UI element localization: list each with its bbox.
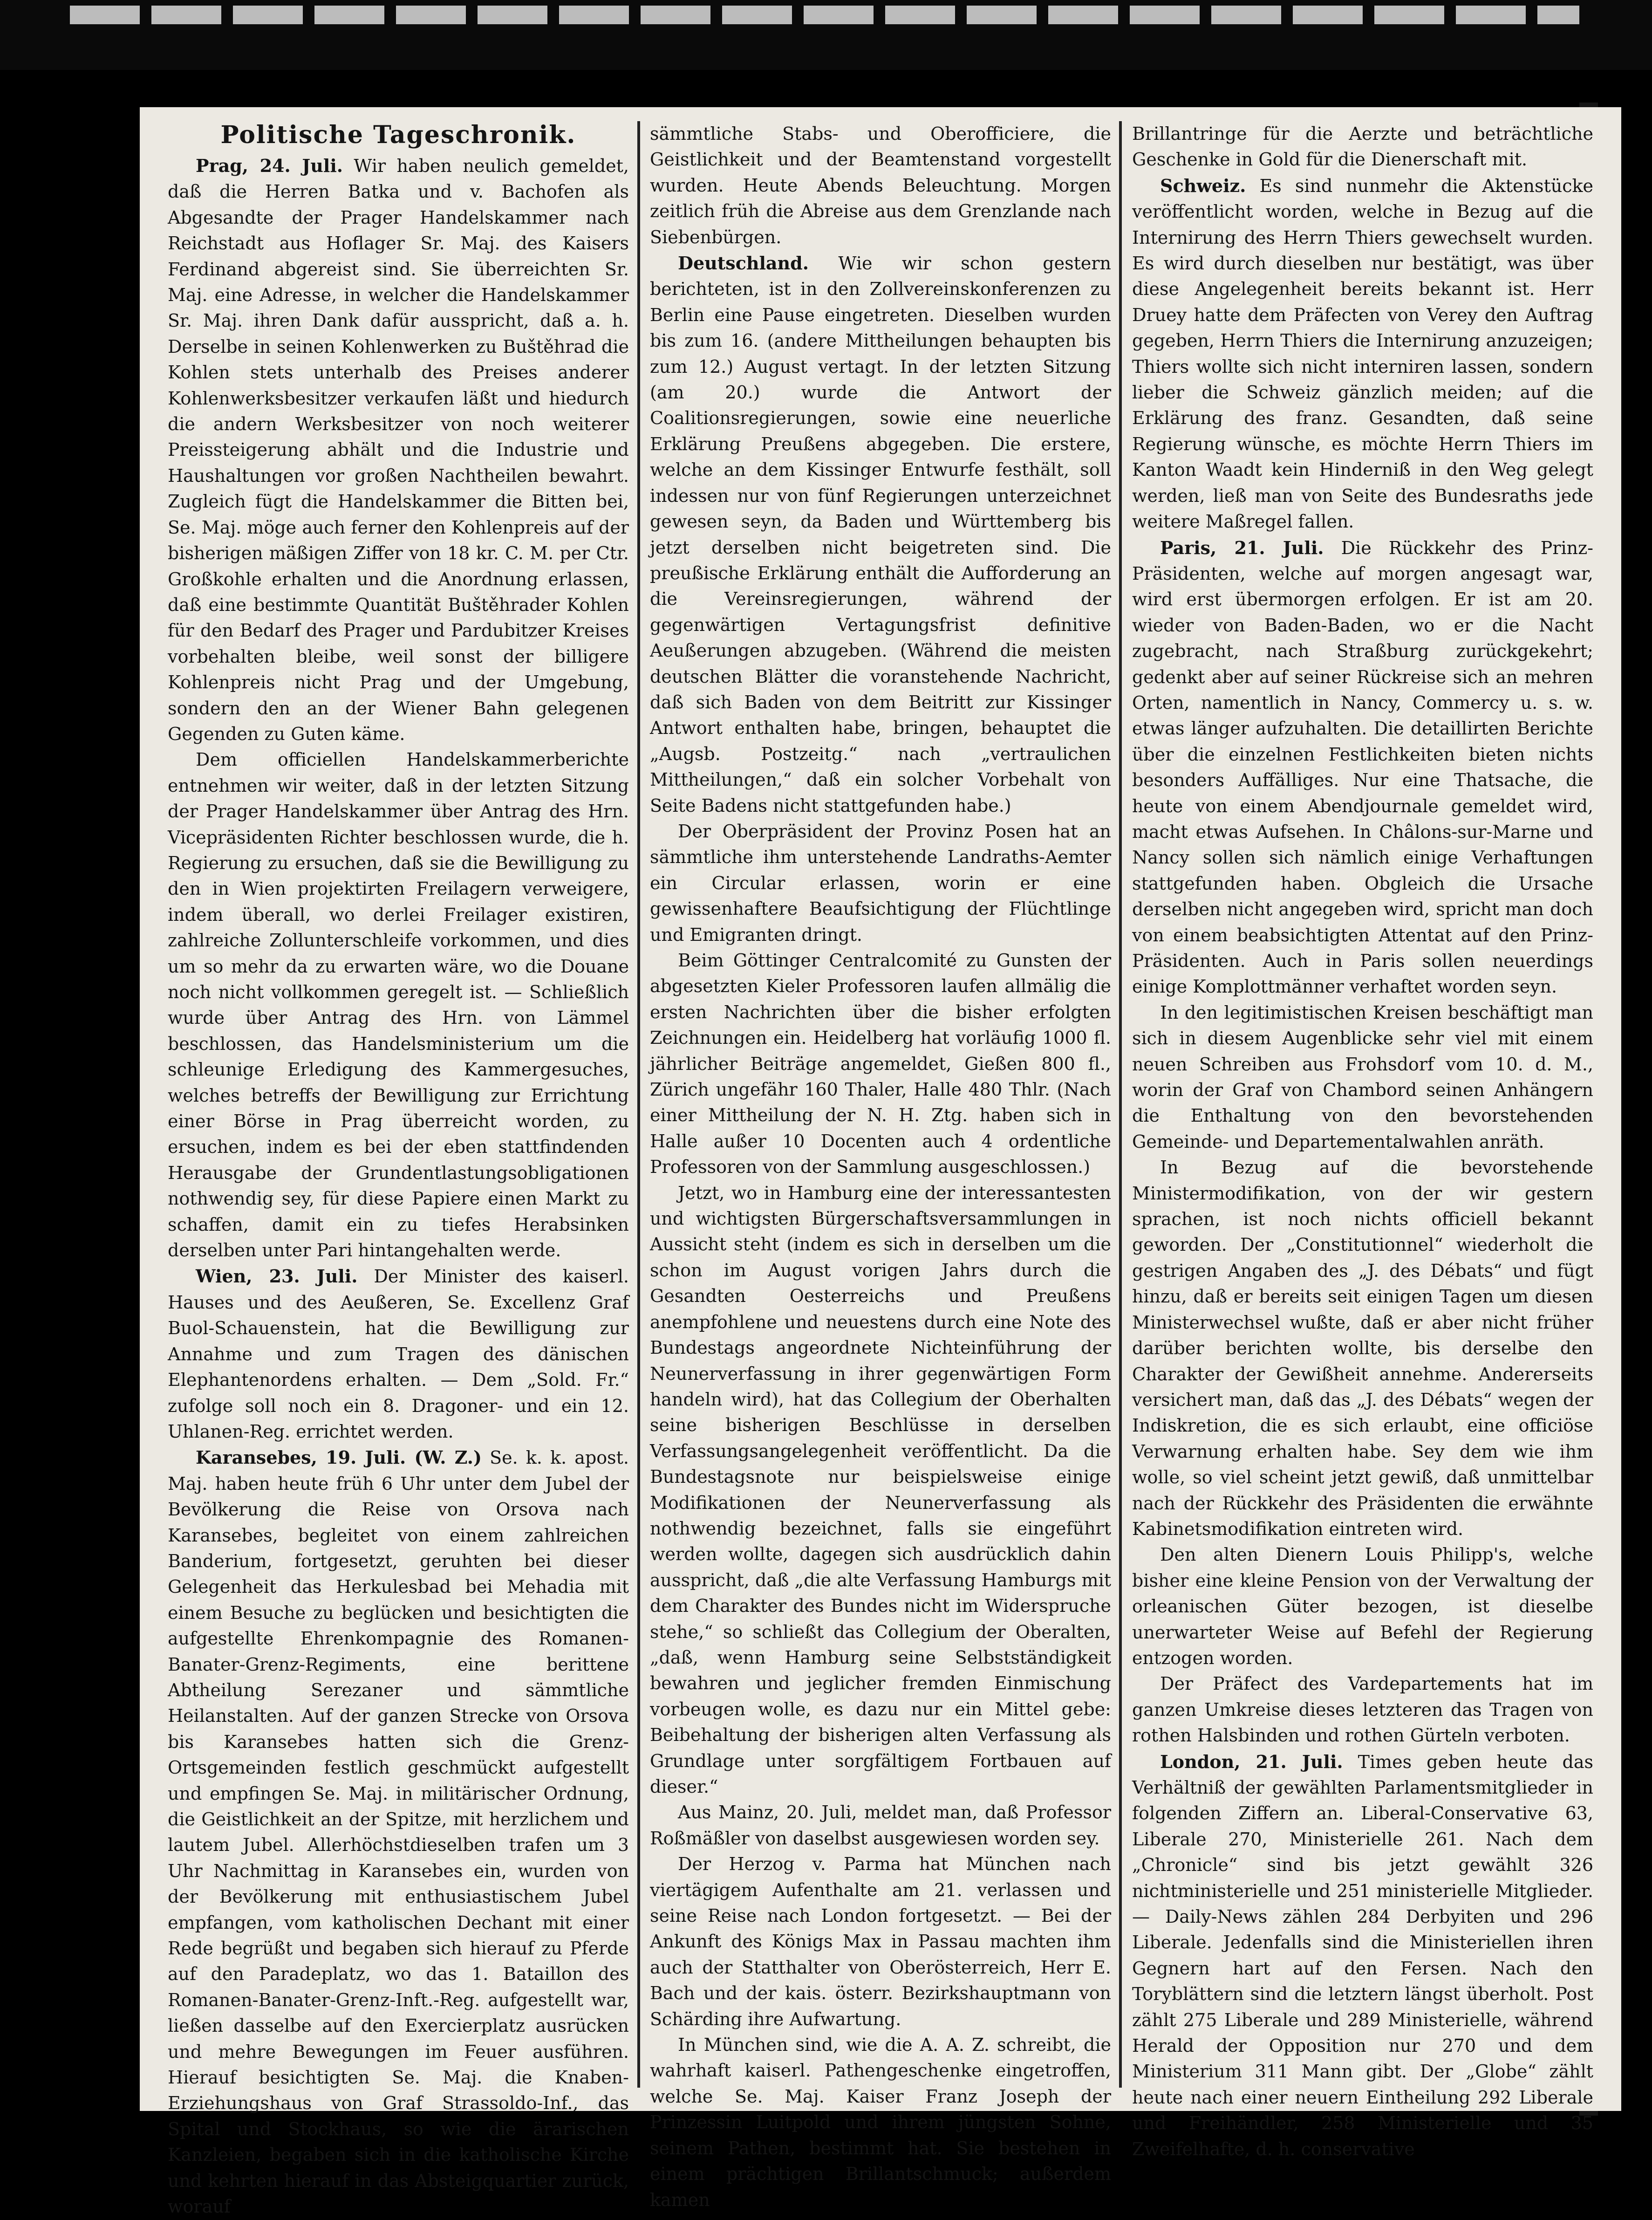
article-paragraph (168, 1445, 629, 2220)
article-paragraph (1132, 1542, 1593, 1671)
article-paragraph (168, 747, 629, 1263)
paragraph-text: Beim Göttinger Centralcomité zu Gunsten der abgesetzten Kieler Professoren laufen allmälig die ersten Nachrichten über die bisher erfolgten Zeichnungen ein. Heidelberg hat vorläufig 1000 fl. jährlicher Beiträge angemeldet, Gießen 800 fl., Zürich ungefähr 160 Thaler, Halle 480 Thlr. (Nach einer Mittheilung der N. H. Ztg. haben sich in Halle außer 10 Docenten auch 4 ordentliche Professoren von der Sammlung ausgeschlossen.) (650, 950, 1111, 1178)
paragraph-text: Dem officiellen Handelskammerberichte entnehmen wir weiter, daß in der letzten Sitzung der Prager Handelskammer über Antrag des Hrn. Vicepräsidenten Richter beschlossen wurde, die h. Regierung zu ersuchen, daß sie die Bewilligung zu den in Wien projektirten Freilagern verweigere, indem überall, wo derlei Freilager existiren, zahlreiche Zollunterschleife vorkommen, und dies um so mehr da zu erwarten wäre, wo die Douane noch nicht vollkommen geregelt ist. — Schließlich wurde über Antrag des Hrn. von Lämmel beschlossen, das Handelsministerium um die schleunige Erledigung des Kammergesuches, welches betreffs der Bewilligung zur Errichtung einer Börse in Prag überreicht worden, zu ersuchen, indem es bei der eben stattfindenden Herausgabe der Grundentlastungsobligationen nothwendig sey, für diese Papiere einen Markt zu schaffen, damit ein zu tiefes Herabsinken derselben unter Pari hintangehalten werde. (168, 749, 629, 1261)
column-rule (637, 121, 640, 2088)
paragraph-text: Der Minister des kaiserl. Hauses und des Aeußeren, Se. Excellenz Graf Buol-Schauenstein, hat die Bewilligung zur Annahme und zum Tragen des dänischen Elephantenordens erhalten. — Dem „Sold. Fr.“ zufolge soll noch ein 8. Dragoner- und ein 12. Uhlanen-Reg. errichtet werden. (168, 1266, 629, 1442)
article-paragraph (168, 1263, 629, 1445)
paragraph-text: Wir haben neulich gemeldet, daß die Herren Batka und v. Bachofen als Abgesandte der Prager Handelskammer nach Reichstadt aus Hoflager Sr. Maj. des Kaisers Ferdinand abgereist sind. Sie überreichten Sr. Maj. eine Adresse, in welcher die Handelskammer Sr. Maj. ihren Dank dafür ausspricht, daß a. h. Derselbe in seinen Kohlenwerken zu Buštěhrad die Kohlen stets unterhalb des Preises anderer Kohlenwerksbesitzer verkaufen läßt und hiedurch die andern Werksbesitzer von noch weiterer Preissteigerung abhält und die Industrie und Haushaltungen vor großen Nachtheilen bewahrt. Zugleich fügt die Handelskammer die Bitten bei, Se. Maj. möge auch ferner den Kohlenpreis auf der bisherigen mäßigen Ziffer von 18 kr. C. M. per Ctr. Großkohle erhalten und die Anordnung erlassen, daß eine bestimmte Quantität Buštěhrader Kohlen für den Bedarf des Prager und Pardubitzer Kreises vorbehalten bleibe, weil sonst der billigere Kohlenpreis nicht Prag und der Umgebung, sondern den an der Wiener Bahn gelegenen Gegenden zu Guten käme. (168, 156, 629, 744)
paragraph-text: In Bezug auf die bevorstehende Ministermodifikation, von der wir gestern sprachen, ist noch nichts officiell bekannt geworden. Der „Constitutionnel“ wiederholt die gestrigen Angaben des „J. des Débats“ und fügt hinzu, daß er bereits seit einigen Tagen um diesen Ministerwechsel wußte, daß er aber nicht früher darüber berichten wollte, bis derselbe den Charakter der Gewißheit annehme. Andererseits versichert man, daß das „J. des Débats“ wegen der Indiskretion, die es sich erlaubt, eine officiöse Verwarnung erhalten habe. Sey dem wie ihm wolle, so viel scheint jetzt gewiß, daß unmittelbar nach der Rückkehr des Präsidenten die erwähnte Kabinetsmodifikation eintreten wird. (1132, 1157, 1593, 1539)
paragraph-text: Der Herzog v. Parma hat München nach viertägigem Aufenthalte am 21. verlassen und seine Reise nach London fortgesetzt. — Bei der Ankunft des Königs Max in Passau machten ihm auch der Statthalter von Oberösterreich, Herr E. Bach und der kais. österr. Bezirkshauptmann von Schärding ihre Aufwartung. (650, 1854, 1111, 2029)
dateline: Paris, 21. Juli. (1160, 537, 1324, 558)
column-2 (650, 121, 1111, 2210)
paragraph-text: Der Präfect des Vardepartements hat im ganzen Umkreise dieses letzteren das Tragen von rothen Halsbinden und rothen Gürteln verboten. (1132, 1673, 1593, 1746)
article-paragraph (1132, 1671, 1593, 1748)
dateline: Schweiz. (1160, 175, 1246, 196)
paragraph-text: Brillantringe für die Aerzte und beträchtliche Geschenke in Gold für die Dienerschaft mit. (1132, 123, 1593, 170)
dateline: London, 21. Juli. (1160, 1751, 1343, 1772)
article-paragraph (650, 2032, 1111, 2213)
column-1 (168, 121, 629, 2217)
paragraph-text: Se. k. k. apost. Maj. haben heute früh 6 Uhr unter dem Jubel der Bevölkerung die Reise von Orsova nach Karansebes, begleitet von einem zahlreichen Banderium, fortgesetzt, geruhten bei dieser Gelegenheit das Herkulesbad bei Mehadia mit einem Besuche zu beglücken und besichtigten die aufgestellte Ehrenkompagnie des Romanen-Banater-Grenz-Regiments, eine berittene Abtheilung Serezaner und sämmtliche Heilanstalten. Auf der ganzen Strecke von Orsova bis Karansebes hatten sich die Grenz-Ortsgemeinden festlich geschmückt aufgestellt und empfingen Se. Maj. in militärischer Ordnung, die Geistlichkeit an der Spitze, mit herzlichem und lautem Jubel. Allerhöchstdieselben trafen um 3 Uhr Nachmittag in Karansebes ein, wurden von der Bevölkerung mit enthusiastischem Jubel empfangen, vom katholischen Dechant mit einer Rede begrüßt und begaben sich hierauf zu Pferde auf den Paradeplatz, wo das 1. Bataillon des Romanen-Banater-Grenz-Inft.-Reg. aufgestellt war, ließen dasselbe auf den Exercierplatz ausrücken und mehre Bewegungen im Feuer ausführen. Hierauf besichtigten Se. Maj. die Knaben-Erziehungshaus von Graf Strassoldo-Inf., das Spital und Stockhaus, so wie die ärarischen Kanzleien, begaben sich in die katholische Kirche und kehrten hierauf in das Absteigquartier zurück, worauf (168, 1447, 629, 2217)
paragraph-text: Der Oberpräsident der Provinz Posen hat an sämmtliche ihm unterstehende Landraths-Aemter ein Circular erlassen, worin er eine gewissenhaftere Beaufsichtigung der Flüchtlinge und Emigranten dringt. (650, 821, 1111, 945)
scan-border-top (0, 0, 1652, 70)
film-sprocket-marks (70, 6, 1579, 24)
newspaper-page (140, 107, 1621, 2217)
article-paragraph (650, 1851, 1111, 2032)
paragraph-text: Aus Mainz, 20. Juli, meldet man, daß Professor Roßmäßler von daselbst ausgewiesen worden sey. (650, 1802, 1111, 1849)
article-paragraph (1132, 173, 1593, 535)
paragraph-text: In München sind, wie die A. A. Z. schreibt, die wahrhaft kaiserl. Pathengeschenke eingetroffen, welche Se. Maj. Kaiser Franz Joseph der Prinzessin Luitpold und ihrem jüngsten Sohne, seinem Pathen, bestimmt hat. Sie bestehen in einem prächtigen Brillantschmuck; außerdem kamen (650, 2035, 1111, 2210)
paragraph-text: In den legitimistischen Kreisen beschäftigt man sich in diesem Augenblicke sehr viel mit einem neuen Schreiben aus Frohsdorf vom 10. d. M., worin der Graf von Chambord seinen Anhängern die Enthaltung von den bevorstehenden Gemeinde- und Departementalwahlen anräth. (1132, 1002, 1593, 1152)
dateline: Deutschland. (678, 253, 809, 274)
paragraph-text: Den alten Dienern Louis Philipp's, welche bisher eine kleine Pension von der Verwaltung der orleanischen Güter bezogen, ist dieselbe unerwarteter Weise auf Befehl der Regierung entzogen worden. (1132, 1544, 1593, 1668)
section-heading: Politische Tageschronik. (220, 121, 576, 149)
column-rule (1119, 121, 1122, 2088)
paragraph-text: Es sind nunmehr die Aktenstücke veröffentlicht worden, welche in Bezug auf die Internirung des Herrn Thiers gewechselt wurden. Es wird durch dieselben nur bestätigt, was über diese Angelegenheit bereits bekannt ist. Herr Druey hatte dem Präfecten von Verey den Auftrag gegeben, Herrn Thiers die Internirung anzuzeigen; Thiers wollte sich nicht interniren lassen, sondern lieber die Schweiz gänzlich meiden; auf die Erklärung des franz. Gesandten, daß seine Regierung wünsche, es möchte Herrn Thiers im Kanton Waadt kein Hinderniß in den Weg gelegt werden, ließ man von Seite des Bundesraths jede weitere Maßregel fallen. (1132, 175, 1593, 532)
article-paragraph (650, 948, 1111, 1180)
dateline: Karansebes, 19. Juli. (W. Z.) (196, 1447, 482, 1468)
paragraph-text: Die Rückkehr des Prinz-Präsidenten, welche auf morgen angesagt war, wird erst übermorgen erfolgen. Er ist am 20. wieder von Baden-Baden, wo er die Nacht zugebracht, nach Straßburg zurückgekehrt; gedenkt aber auf seiner Rückreise sich an mehren Orten, namentlich in Nancy, Commercy u. s. w. etwas länger aufzuhalten. Die detaillirten Berichte über die einzelnen Festlichkeiten bieten nichts besonders Auffälliges. Nur eine Thatsache, die heute von einem Abendjournale gemeldet wird, macht etwas Aufsehen. In Châlons-sur-Marne und Nancy sollen sich nämlich einige Verhaftungen stattgefunden haben. Obgleich die Ursache derselben nicht angegeben wird, spricht man doch von einem beabsichtigten Attentat auf den Prinz-Präsidenten. Auch in Paris sollen neuerdings einige Komplottmänner verhaftet worden seyn. (1132, 537, 1593, 997)
article-paragraph (650, 250, 1111, 819)
article-paragraph (1132, 1000, 1593, 1155)
article-paragraph (168, 153, 629, 747)
article-paragraph (650, 121, 1111, 250)
paragraph-text: sämmtliche Stabs- und Oberofficiere, die Geistlichkeit und der Beamtenstand vorgestellt wurden. Heute Abends Beleuchtung. Morgen zeitlich früh die Abreise aus dem Grenzlande nach Siebenbürgen. (650, 123, 1111, 247)
paragraph-text: Jetzt, wo in Hamburg eine der interessantesten und wichtigsten Bürgerschaftsversammlungen in Aussicht steht (indem es sich in derselben um die schon im August vorigen Jahrs durch die Gesandten Oesterreichs und Preußens anempfohlene und neuestens durch eine Note des Bundestags angeordnete Nichteinführung der Neunerverfassung in ihrer gegenwärtigen Form handeln wird), hat das Collegium der Oberhalten seine bisherigen Beschlüsse in derselben Verfassungsangelegenheit veröffentlicht. Da die Bundestagsnote nur beispielsweise einige Modifikationen der Neunerverfassung als nothwendig bezeichnet, falls sie eingeführt werden wollte, dagegen sich ausdrücklich dahin ausspricht, daß „die alte Verfassung Hamburgs mit dem Charakter des Bundes nicht im Widerspruche stehe,“ so schließt das Collegium der Oberalten, „daß, wenn Hamburg seine Selbstständigkeit bewahren und jeglicher fremden Einmischung vorbeugen wolle, es dazu nur ein Mittel gebe: Beibehaltung der bisherigen alten Verfassung als Grundlage unter sorgfältigem Fortbauen auf dieser.“ (650, 1182, 1111, 1797)
article-paragraph (1132, 121, 1593, 173)
dateline: Wien, 23. Juli. (196, 1266, 358, 1287)
article-paragraph (650, 1180, 1111, 1800)
paragraph-text: Times geben heute das Verhältniß der gewählten Parlamentsmitglieder in folgenden Ziffern an. Liberal-Conservative 63, Liberale 270, Ministerielle 261. Nach dem „Chronicle“ sind bis jetzt gewählt 326 nichtministerielle und 251 ministerielle Mitglieder. — Daily-News zählen 284 Derbyiten und 296 Liberale. Jedenfalls sind die Ministeriellen ihren Gegnern hart auf den Fersen. Nach den Toryblättern sind die letztern längst überholt. Post zählt 275 Liberale und 289 Ministerielle, während Herald der Opposition nur 270 und dem Ministerium 311 Mann gibt. Der „Globe“ zählt heute nach einer neuern Eintheilung 292 Liberale und Freihändler, 258 Ministerielle und 35 Zweifelhafte, d. h. conservative (1132, 1751, 1593, 2159)
article-paragraph (650, 819, 1111, 948)
column-3 (1132, 121, 1593, 2159)
article-paragraph (1132, 1749, 1593, 2163)
article-paragraph (1132, 1155, 1593, 1542)
article-paragraph (1132, 535, 1593, 1000)
article-paragraph (650, 1800, 1111, 1851)
paragraph-text: Wie wir schon gestern berichteten, ist in den Zollvereinskonferenzen zu Berlin eine Pause eingetreten. Dieselben wurden bis zum 16. (andere Mittheilungen behaupten bis zum 12.) August vertagt. In der letzten Sitzung (am 20.) wurde die Antwort der Coalitionsregierungen, sowie eine neuerliche Erklärung Preußens abgegeben. Die erstere, welche an dem Kissinger Entwurfe festhält, soll indessen nur von fünf Regierungen unterzeichnet gewesen seyn, da Baden und Württemberg bis jetzt derselben nicht beigetreten sind. Die preußische Erklärung enthält die Aufforderung an die Vereinsregierungen, während der gegenwärtigen Vertagungsfrist definitive Aeußerungen abzugeben. (Während die meisten deutschen Blätter die voranstehende Nachricht, daß sich Baden von dem Beitritt zur Kissinger Antwort enthalten habe, bringen, behauptet die „Augsb. Postzeitg.“ nach „vertraulichen Mittheilungen,“ daß ein solcher Vorbehalt von Seite Badens nicht stattgefunden habe.) (650, 253, 1111, 816)
dateline: Prag, 24. Juli. (196, 155, 343, 176)
